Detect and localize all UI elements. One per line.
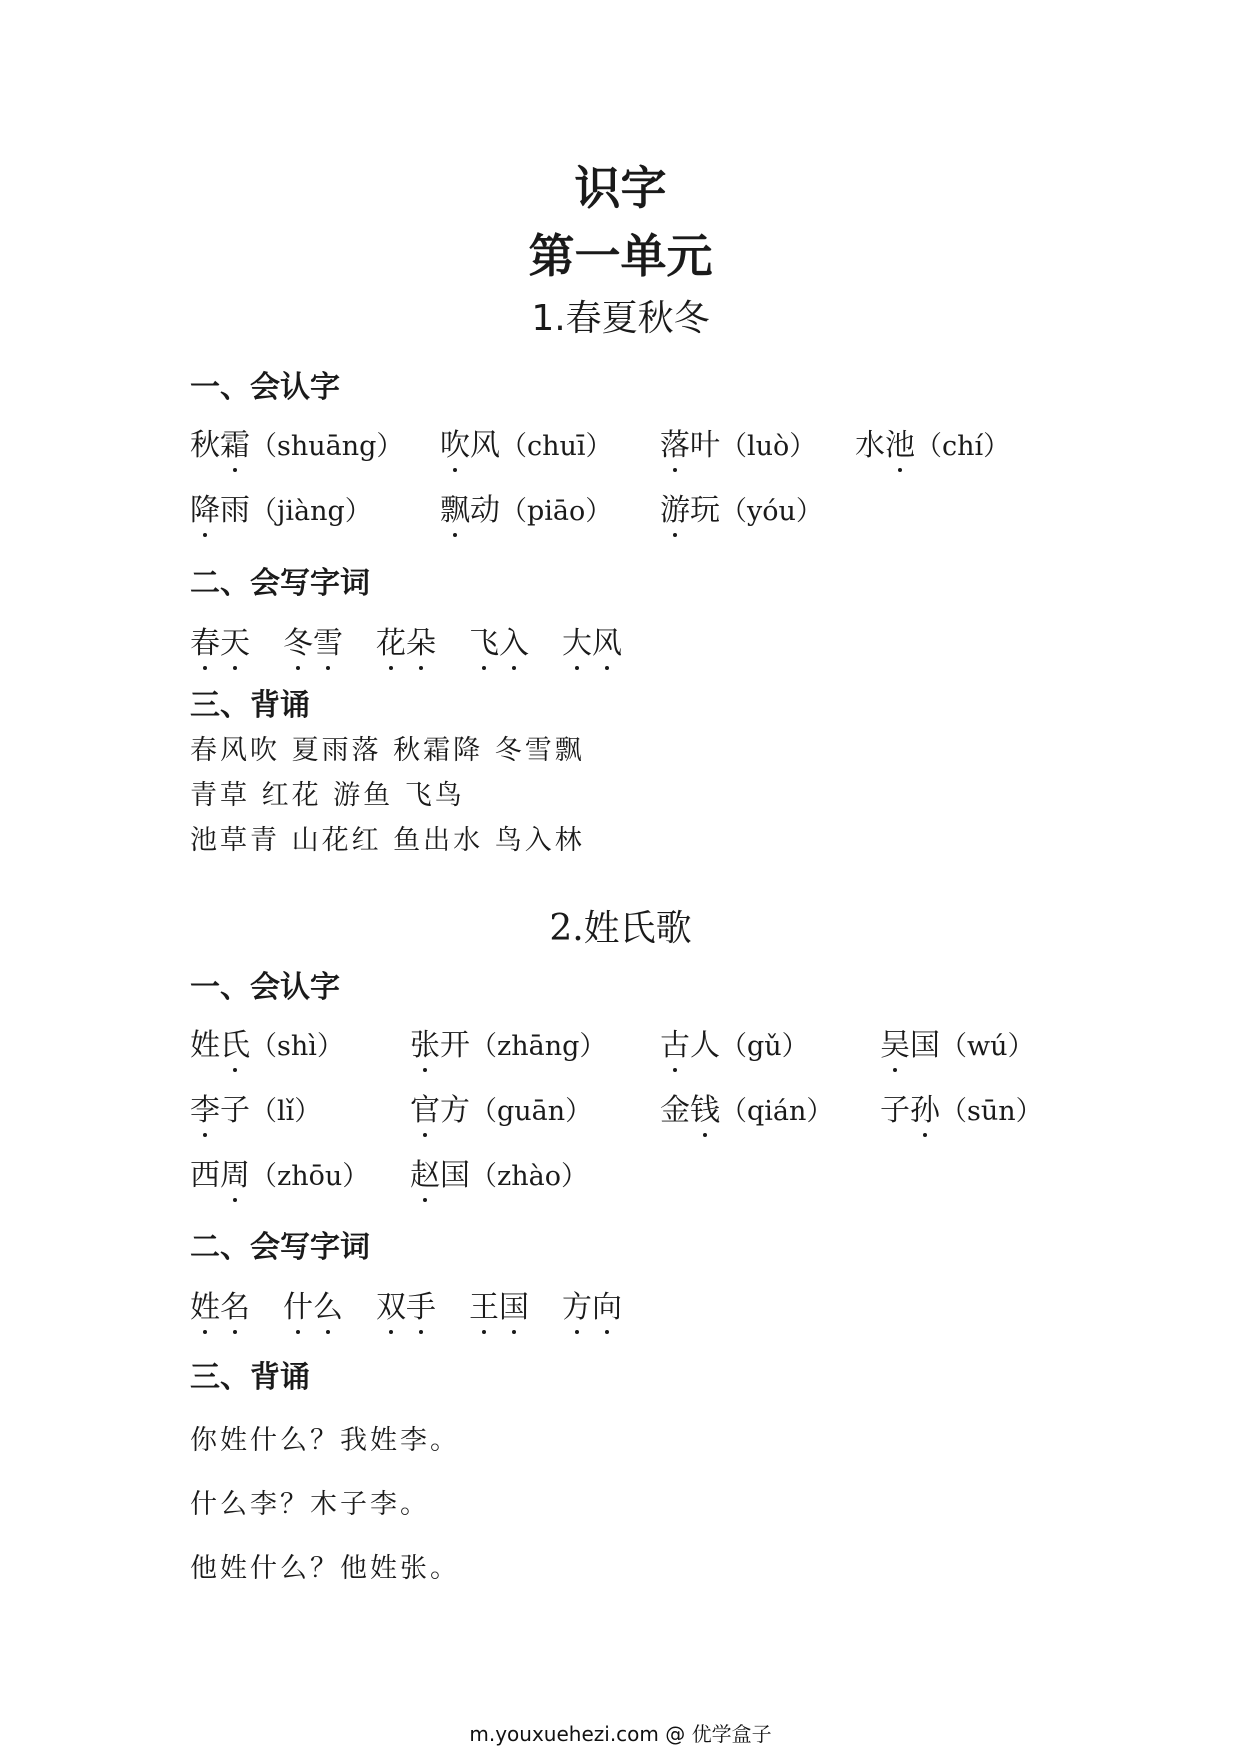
read-entry: [660, 1020, 809, 1064]
read-word: 赵国: [410, 1158, 470, 1193]
recite-line: 青草 红花 游鱼 飞鸟: [190, 780, 465, 811]
read-word: 张开: [410, 1028, 470, 1063]
lesson-2-recite-heading: 三、背诵: [190, 1360, 310, 1395]
read-word: 姓氏: [190, 1028, 250, 1063]
write-word: 方向: [562, 1282, 622, 1326]
read-entry: [190, 1020, 344, 1064]
read-entry: [410, 1150, 588, 1194]
write-word: 花朵: [376, 618, 436, 662]
pinyin: （zhào）: [470, 1161, 588, 1192]
read-entry: [190, 1150, 369, 1194]
pinyin: （luò）: [720, 431, 817, 462]
read-word: 吹风: [440, 428, 500, 463]
pinyin: （guān）: [470, 1096, 593, 1127]
pinyin: （jiàng）: [250, 496, 372, 527]
read-entry: [660, 1085, 833, 1129]
recite-line: 春风吹 夏雨落 秋霜降 冬雪飘: [190, 735, 585, 766]
read-entry: [190, 420, 403, 464]
pinyin: （lǐ）: [250, 1096, 322, 1127]
read-entry: [440, 420, 613, 464]
pinyin: （zhōu）: [250, 1161, 370, 1192]
read-word: 子孙: [880, 1093, 940, 1128]
pinyin: （wú）: [940, 1031, 1035, 1062]
write-word: 春天: [190, 618, 250, 662]
read-entry: [660, 420, 816, 464]
recite-line: 池草青 山花红 鱼出水 鸟入林: [190, 825, 585, 856]
pinyin: （sūn）: [940, 1096, 1043, 1127]
write-word: 大风: [562, 618, 622, 662]
read-entry: [410, 1020, 606, 1064]
lesson-1-title: 1.春夏秋冬: [531, 298, 710, 339]
lesson-1-recite-heading: 三、背诵: [190, 688, 310, 723]
pinyin: （piāo）: [500, 496, 613, 527]
lesson-2-read-heading: 一、会认字: [190, 970, 340, 1005]
read-word: 水池: [855, 428, 915, 463]
pinyin: （shuāng）: [250, 431, 404, 462]
write-word: 双手: [376, 1282, 436, 1326]
pinyin: （chuī）: [500, 431, 613, 462]
read-word: 金钱: [660, 1093, 720, 1128]
pinyin: （gǔ）: [720, 1031, 809, 1062]
write-word: 什么: [283, 1282, 343, 1326]
read-word: 飘动: [440, 493, 500, 528]
lesson-2-title: 2.姓氏歌: [549, 908, 692, 949]
pinyin: （qián）: [720, 1096, 834, 1127]
pinyin: （zhāng）: [470, 1031, 607, 1062]
read-entry: [440, 485, 612, 529]
read-word: 游玩: [660, 493, 720, 528]
pinyin: （shì）: [250, 1031, 344, 1062]
read-entry: [660, 485, 823, 529]
read-entry: [190, 485, 372, 529]
read-word: 落叶: [660, 428, 720, 463]
read-entry: [880, 1085, 1043, 1129]
read-entry: [190, 1085, 321, 1129]
read-word: 秋霜: [190, 428, 250, 463]
read-word: 吴国: [880, 1028, 940, 1063]
read-word: 降雨: [190, 493, 250, 528]
read-word: 李子: [190, 1093, 250, 1128]
recite-line: 什么李？木子李。: [190, 1489, 430, 1520]
read-entry: [880, 1020, 1035, 1064]
pinyin: （chí）: [915, 431, 1011, 462]
lesson-2-write-heading: 二、会写字词: [190, 1230, 370, 1265]
write-word: 飞入: [469, 618, 529, 662]
page-title: 识字: [574, 161, 667, 215]
read-word: 官方: [410, 1093, 470, 1128]
read-entry: [410, 1085, 592, 1129]
footer-watermark[interactable]: m.youxuehezi.com @ 优学盒子: [469, 1722, 772, 1746]
read-word: 西周: [190, 1158, 250, 1193]
read-word: 古人: [660, 1028, 720, 1063]
lesson-1-read-heading: 一、会认字: [190, 370, 340, 405]
write-word: 冬雪: [283, 618, 343, 662]
write-word: 姓名: [190, 1282, 250, 1326]
recite-line: 他姓什么？他姓张。: [190, 1553, 460, 1584]
lesson-1-write-heading: 二、会写字词: [190, 566, 370, 601]
pinyin: （yóu）: [720, 496, 823, 527]
recite-line: 你姓什么？我姓李。: [190, 1425, 460, 1456]
read-entry: [855, 420, 1010, 464]
unit-title: 第一单元: [528, 229, 713, 283]
write-word: 王国: [469, 1282, 529, 1326]
